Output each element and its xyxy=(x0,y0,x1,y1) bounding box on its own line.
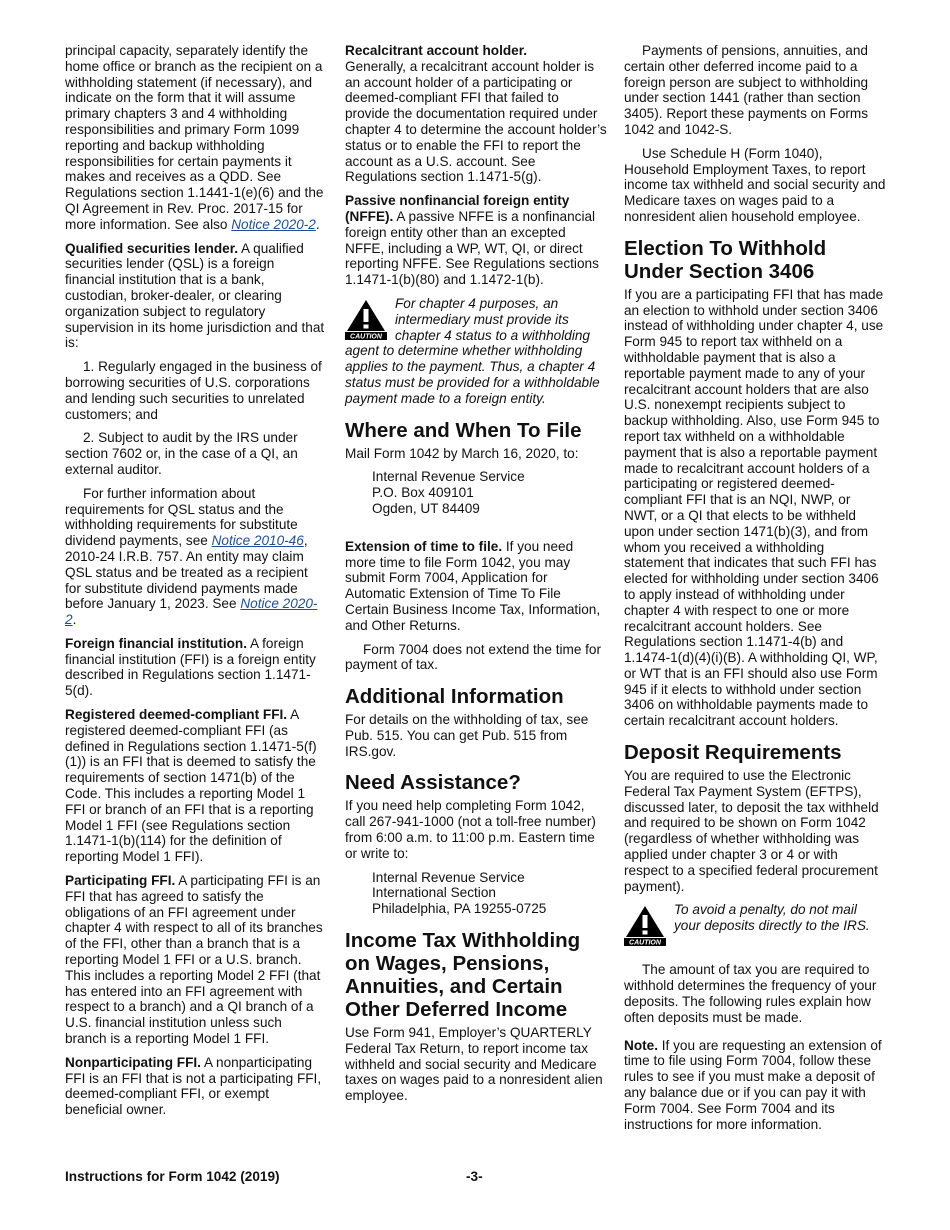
npffi-heading: Nonparticipating FFI. xyxy=(65,1054,201,1070)
paragraph-extension: Extension of time to file. If you need more time to file Form 1042, you may submit Form 7004, Application for Automatic Extension of Time To File Certain Business Income Tax, Information, and Other Returns. xyxy=(345,538,601,633)
paragraph-form7004: Form 7004 does not extend the time for payment of tax. xyxy=(345,641,602,673)
caution-label: CAUTION xyxy=(350,333,382,340)
caution-text: To avoid a penalty, do not mail your deposits directly to the IRS. xyxy=(674,902,870,934)
recalcitrant-heading: Recalcitrant account holder. xyxy=(345,43,528,58)
heading-need-assistance: Need Assistance? xyxy=(345,771,521,795)
paragraph-principal-capacity: principal capacity, separately identify the home office or branch as the recipient on a withholding statement (if necessary), and indicate on the form that it will assume primary chapters 3 and 4 withholding responsibilities and primary Form 1099 reporting and backup withholding responsibilities for certain payments it makes and receives as a QDD. See Regulations section 1.1441-1(e)(6) and the QI Agreement in Rev. Proc. 2017-15 for more information. See also Notice 2020-2. xyxy=(65,43,324,232)
address-line: P.O. Box 409101 xyxy=(372,485,474,501)
heading-income-tax-withholding: Income Tax Withholding on Wages, Pensions, Annuities, and Certain Other Deferred Income xyxy=(345,929,581,1022)
qsl-heading: Qualified securities lender. xyxy=(65,240,239,256)
notice-2010-46-link[interactable]: Notice 2010-46 xyxy=(211,533,304,549)
nffe-heading: Passive nonfinancial foreign entity (NFFE). xyxy=(345,193,570,224)
caution-note-deposit xyxy=(624,902,886,948)
qsl-item-1: 1. Regularly engaged in the business of borrowing securities of U.S. corporations and lending such securities to unrelated customers; and xyxy=(65,359,322,422)
paragraph-ffi: Foreign financial institution. A foreign financial institution (FFI) is a foreign entity described in Regulations section 1.1471-5(d). xyxy=(65,635,316,699)
address-line: International Section xyxy=(372,885,496,901)
paragraph-nonparticipating-ffi: Nonparticipating FFI. A nonparticipating FFI is an FFI that is not a participating FFI, deemed-compliant FFI, or exempt beneficial owner. xyxy=(65,1054,322,1118)
paragraph-amount: The amount of tax you are required to withhold determines the frequency of your deposits. The following rules explain how often deposits must be made. xyxy=(624,962,877,1025)
paragraph-schedule-h: Use Schedule H (Form 1040), Household Employment Taxes, to report income tax withheld and social security and Medicare taxes on wages paid to a nonresident alien household employee. xyxy=(624,145,886,224)
paragraph-election: If you are a participating FFI that has made an election to withhold under section 3406 instead of withholding under chapter 4, use Form 945 to report tax withheld on a withholdable payment that is also a reportable payment made to any of your recalcitrant account holders that are also U.S. nonexempt recipients subject to backup withholding. Also, use Form 945 to report tax withheld on a withholdable payment that is also a reportable payment made to recalcitrant account holders of a participating or registered deemed-compliant FFI that is an NQI, NWP, or NWT, or a QI that elects to be withheld upon under section 1471(b)(3), and from whom you received a withholding statement that indicates that such FFI has elected for withholding under section 3406 to apply instead of withholding under chapter 4 with respect to one or more recalcitrant account holders. See Regulations section 1.1471-4(b) and 1.1474-1(d)(4)(i)(B). A withholding QI, WP, or WT that is an FFI should also use Form 945 if it elects to withhold under section 3406 on withholdable payments made to certain recalcitrant account holders. xyxy=(624,286,884,729)
heading-where-when: Where and When To File xyxy=(345,418,582,442)
paragraph-pensions: Payments of pensions, annuities, and certain other deferred income paid to a foreign person are subject to withholding under section 1441 (rather than section 3405). Report these payments on Forms 1042 and 1042-S. xyxy=(624,43,869,137)
address-line: Ogden, UT 84409 xyxy=(372,500,480,516)
paragraph-assistance: If you need help completing Form 1042, call 267-941-1000 (not a toll-free number) from 6:00 a.m. to 11:00 p.m. Eastern time or write to: xyxy=(345,798,596,861)
caution-text: For chapter 4 purposes, an intermediary must provide its chapter 4 status to a withholding agent to determine whether withholding applies to the payment. Thus, a chapter 4 status must be provided for a withholdable payment made to a foreign entity. xyxy=(345,295,600,406)
spacer xyxy=(345,525,607,539)
address-line: Internal Revenue Service xyxy=(372,869,525,885)
paragraph-passive-nffe: Passive nonfinancial foreign entity (NFFE). A passive NFFE is a nonfinancial foreign entity other than an excepted NFFE, including a WP, WT, QI, or direct reporting NFFE. See Regulations sections 1.1471-1(b)(80) and 1.1472-1(b). xyxy=(345,193,599,288)
paragraph-registered-deemed-compliant: Registered deemed-compliant FFI. A registered deemed-compliant FFI (as defined in Regulations section 1.1471-5(f)(1)) is an FFI that is deemed to satisfy the requirements of section 1471(b) of the Code. This includes a reporting Model 1 FFI or branch of an FFI that is a reporting Model 1 FFI (see Regulations section 1.1471-1(b)(114) for the definition of reporting Model 1 FFI). xyxy=(65,707,317,865)
address-ogden xyxy=(372,469,607,516)
footer-page-number: -3- xyxy=(466,1169,483,1184)
heading-additional-info: Additional Information xyxy=(345,685,564,709)
qsl-item-2: 2. Subject to audit by the IRS under section 7602 or, in the case of a QI, an external auditor. xyxy=(65,430,298,477)
caution-icon xyxy=(345,298,387,340)
pffi-heading: Participating FFI. xyxy=(65,873,176,889)
paragraph-mail: Mail Form 1042 by March 16, 2020, to: xyxy=(345,445,579,461)
heading-deposit-requirements: Deposit Requirements xyxy=(624,741,842,765)
caution-label: CAUTION xyxy=(629,940,661,947)
address-line: Philadelphia, PA 19255-0725 xyxy=(372,901,547,917)
paragraph-additional: For details on the withholding of tax, see Pub. 515. You can get Pub. 515 from IRS.gov. xyxy=(345,712,589,759)
address-line: Internal Revenue Service xyxy=(372,469,525,485)
caution-note-chapter4 xyxy=(345,296,607,407)
rdc-heading: Registered deemed-compliant FFI. xyxy=(65,707,288,723)
paragraph-deposit: You are required to use the Electronic Federal Tax Payment System (EFTPS), discussed later, to deposit the tax withheld and required to be shown on Form 1042 (regardless of whether withholding was applied under chapter 3 or 4 or with respect to a specified federal procurement payment). xyxy=(624,768,879,894)
heading-election-3406: Election To Withhold Under Section 3406 xyxy=(624,236,827,283)
caution-icon xyxy=(624,904,666,946)
column-right xyxy=(624,43,886,1140)
paragraph-recalcitrant: Recalcitrant account holder. Generally, a recalcitrant account holder is an account holder of a participating or deemed-compliant FFI that failed to provide the documentation required under chapter 4 to determine the account holder’s status or to enable the FFI to report the account as a U.S. account. See Regulations section 1.1471-5(g). xyxy=(345,43,607,185)
notice-2020-2-link[interactable]: Notice 2020-2 xyxy=(231,216,316,232)
column-left xyxy=(65,43,327,1126)
paragraph-note: Note. If you are requesting an extension of time to file using Form 7004, follow these rules to see if you must make a deposit of any balance due or if you can pay it with Form 7004. See Form 7004 and its instructions for more information. xyxy=(624,1037,882,1132)
paragraph-qsl: Qualified securities lender. A qualified securities lender (QSL) is a foreign financial institution that is a bank, custodian, broker-dealer, or clearing organization subject to regulatory supervision in its home jurisdiction and that is: xyxy=(65,240,325,351)
notice-2020-2-link-second[interactable]: Notice 2020-2 xyxy=(65,596,318,628)
column-middle xyxy=(345,43,607,1112)
footer-form-title: Instructions for Form 1042 (2019) xyxy=(65,1169,280,1184)
paragraph-form941: Use Form 941, Employer’s QUARTERLY Federal Tax Return, to report income tax withheld and social security and Medicare taxes on wages paid to a nonresident alien employee. xyxy=(345,1025,603,1104)
extension-heading: Extension of time to file. xyxy=(345,538,503,554)
paragraph-participating-ffi: Participating FFI. A participating FFI is an FFI that has agreed to satisfy the obligations of an FFI agreement under chapter 4 with respect to all of its branches of the FFI, other than a branch that is a reporting Model 1 FFI or a U.S. branch. This includes a reporting Model 2 FFI (that has entered into an FFI agreement with respect to a branch) and a QI branch of a U.S. financial institution unless such branch is a reporting Model 1 FFI. xyxy=(65,873,323,1047)
note-heading: Note. xyxy=(624,1037,658,1053)
address-philadelphia xyxy=(372,870,607,917)
ffi-heading: Foreign financial institution. xyxy=(65,635,248,651)
paragraph-further-info: For further information about requirements for QSL status and the withholding requirements for substitute dividend payments, see Notice 2010-46, 2010-24 I.R.B. 757. An entity may claim QSL status and be treated as a recipient for substitute dividend payments made before January 1, 2023. See Notice 2020-2. xyxy=(65,485,318,628)
